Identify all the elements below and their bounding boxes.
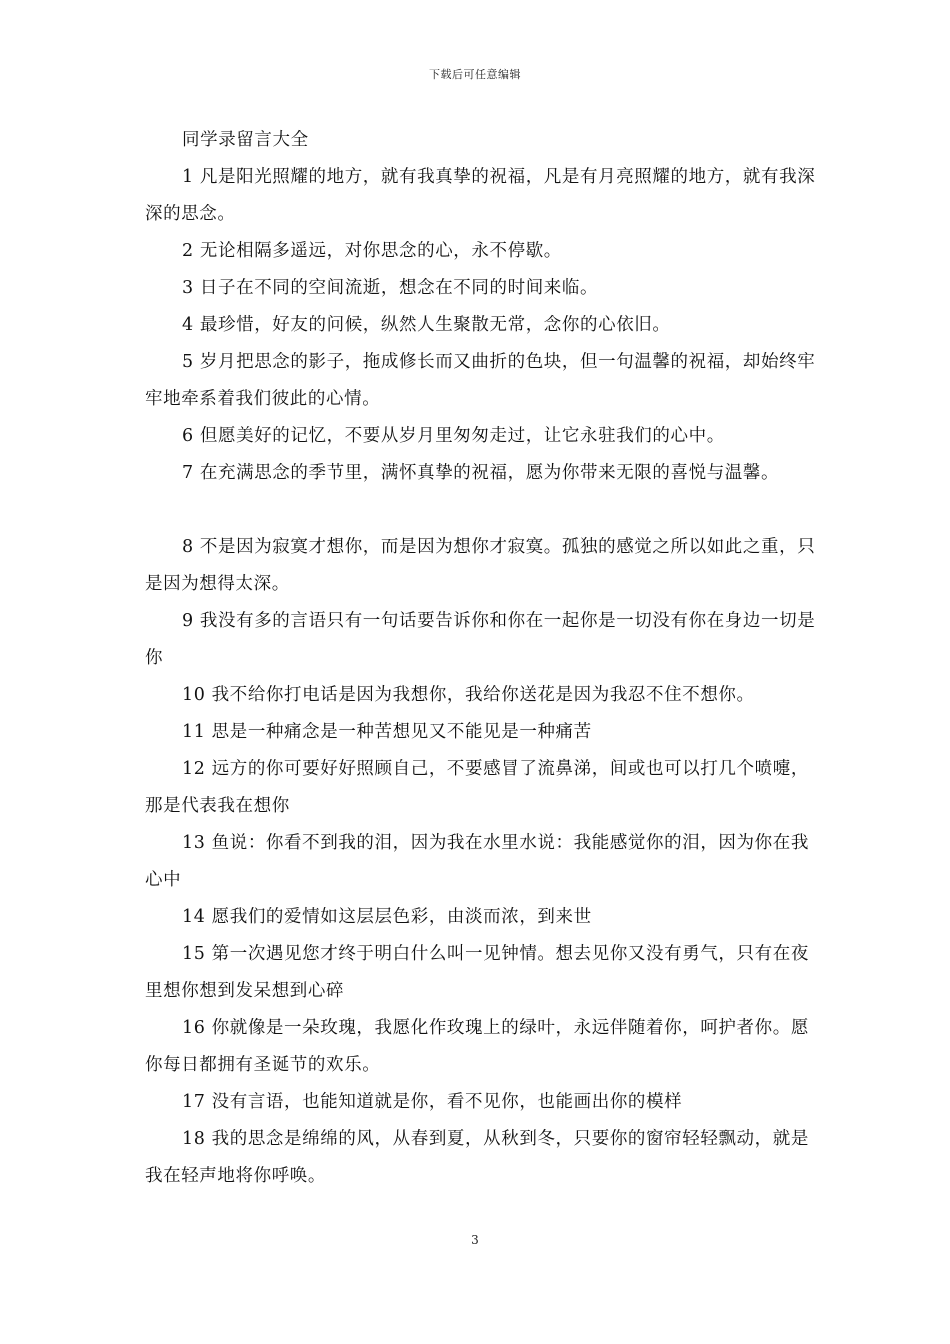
paragraph: 12 远方的你可要好好照顾自己，不要感冒了流鼻涕，间或也可以打几个喷嚏，那是代表我在想你: [145, 759, 809, 816]
paragraph: 17 没有言语，也能知道就是你，看不见你，也能画出你的模样: [182, 1092, 683, 1112]
page-number: 3: [471, 1233, 479, 1247]
paragraph: 14 愿我们的爱情如这层层色彩，由淡而浓，到来世: [182, 907, 592, 927]
page-header: 下载后可任意编辑: [429, 68, 521, 81]
paragraph: 7 在充满思念的季节里，满怀真挚的祝福，愿为你带来无限的喜悦与温馨。: [182, 463, 780, 483]
paragraph: 3 日子在不同的空间流逝，想念在不同的时间来临。: [182, 278, 599, 298]
paragraph: 2 无论相隔多遥远，对你思念的心，永不停歇。: [182, 241, 562, 261]
paragraph: 15 第一次遇见您才终于明白什么叫一见钟情。想去见你又没有勇气，只有在夜里想你想到发呆想到心碎: [145, 944, 809, 1001]
document-title: 同学录留言大全: [182, 130, 309, 150]
paragraph: 5 岁月把思念的影子，拖成修长而又曲折的色块，但一句温馨的祝福，却始终牢牢地牵系着我们彼此的心情。: [145, 352, 816, 409]
paragraph: 1 凡是阳光照耀的地方，就有我真挚的祝福，凡是有月亮照耀的地方，就有我深深的思念。: [145, 167, 816, 224]
paragraph: 10 我不给你打电话是因为我想你，我给你送花是因为我忍不住不想你。: [182, 685, 755, 705]
paragraph: 6 但愿美好的记忆，不要从岁月里匆匆走过，让它永驻我们的心中。: [182, 426, 725, 446]
paragraph: 16 你就像是一朵玫瑰，我愿化作玫瑰上的绿叶，永远伴随着你，呵护者你。愿你每日都拥有圣诞节的欢乐。: [145, 1018, 809, 1075]
paragraph: 11 思是一种痛念是一种苦想见又不能见是一种痛苦: [182, 722, 592, 742]
paragraph: 9 我没有多的言语只有一句话要告诉你和你在一起你是一切没有你在身边一切是你: [145, 611, 816, 668]
paragraph: 13 鱼说：你看不到我的泪，因为我在水里水说：我能感觉你的泪，因为你在我心中: [145, 833, 809, 890]
paragraph: 8 不是因为寂寞才想你，而是因为想你才寂寞。孤独的感觉之所以如此之重，只是因为想得太深。: [145, 537, 816, 594]
blank-line: [145, 492, 825, 529]
paragraph: 4 最珍惜，好友的问候，纵然人生聚散无常，念你的心依旧。: [182, 315, 671, 335]
paragraph: 18 我的思念是绵绵的风，从春到夏，从秋到冬，只要你的窗帘轻轻飘动，就是我在轻声地将你呼唤。: [145, 1129, 809, 1186]
document-body: [145, 122, 825, 1195]
